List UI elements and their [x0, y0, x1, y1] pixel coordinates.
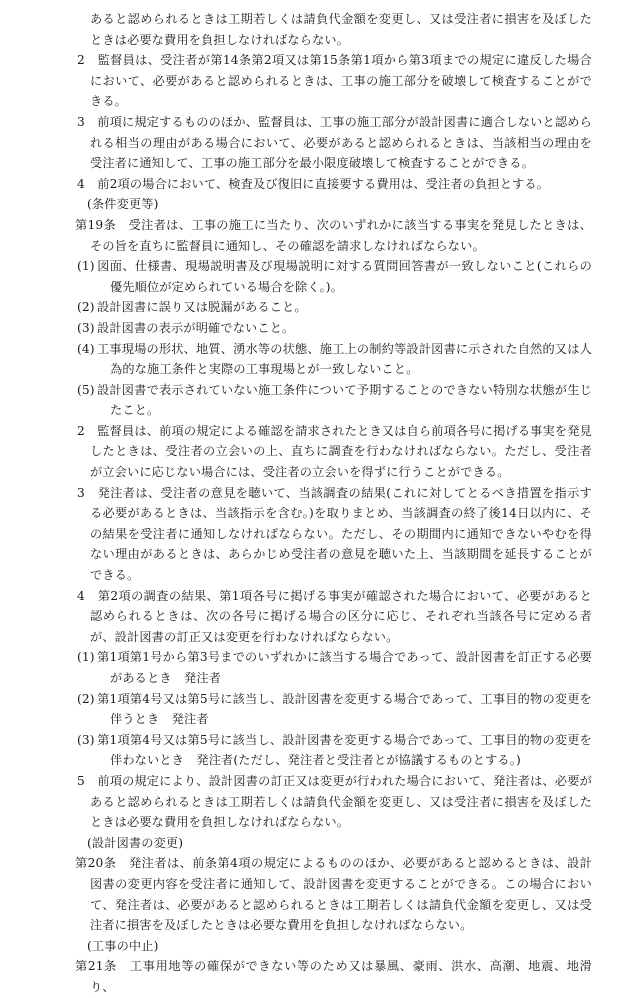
list-item [77, 689, 592, 730]
paragraph: 3 発注者は、受注者の意見を聴いて、当該調査の結果(これに対してとるべき措置を指示する必要があるときは、当該指示を含む。)を取りまとめ、当該調査の終了後14日以内に、その結果を受注者に通知しなければならない。ただし、その期間内に通知できないやむを得ない理由があるときは、あらかじめ受注者の意見を聴いた上、当該期間を延長することができる。 [77, 485, 592, 583]
paragraph: 5 前項の規定により、設計図書の訂正又は変更が行われた場合において、発注者は、必要があると認められるときは工期若しくは請負代金額を変更し、又は受注者に損害を及ぼしたときは必要な費用を負担しなければならない。 [77, 773, 592, 830]
paragraph: あると認められるときは工期若しくは請負代金額を変更し、又は受注者に損害を及ぼしたときは必要な費用を負担しなければならない。 [90, 12, 592, 47]
list-item [77, 380, 592, 421]
item-text: 第1項第4号又は第5号に該当し、設計図書を変更する場合であって、工事目的物の変更を伴わないとき 発注者(ただし、発注者と受注者とが協議するものとする。) [97, 732, 592, 768]
list-item [77, 647, 592, 688]
section-heading: (設計図書の変更) [87, 835, 184, 850]
item-text: 設計図書の表示が明確でないこと。 [97, 320, 295, 335]
item-number: (2) [77, 691, 95, 706]
paragraph: 2 監督員は、受注者が第14条第2項又は第15条第1項から第3項までの規定に違反した場合において、必要があると認められるときは、工事の施工部分を破壊して検査することができる。 [77, 53, 592, 109]
section-heading: (工事の中止) [87, 938, 159, 953]
article-paragraph: 第21条 工事用地等の確保ができない等のため又は暴風、豪雨、洪水、高潮、地震、地滑り、 [75, 959, 592, 994]
section-heading: (条件変更等) [87, 197, 159, 212]
paragraph: 4 前2項の場合において、検査及び復旧に直接要する費用は、受注者の負担とする。 [77, 176, 550, 191]
list-item [77, 256, 592, 297]
list-item [77, 339, 592, 380]
article-paragraph: 第19条 受注者は、工事の施工に当たり、次のいずれかに該当する事実を発見したときは、その旨を直ちに監督員に通知し、その確認を請求しなければならない。 [75, 217, 592, 253]
item-number: (1) [77, 650, 95, 665]
article-paragraph: 第20条 発注者は、前条第4項の規定によるもののほか、必要があると認めるときは、設計図書の変更内容を受注者に通知して、設計図書を変更することができる。この場合において、発注者は、必要があると認められるときは工期若しくは請負代金額を変更し、又は受注者に損害を及ぼしたときは必要な費用を負担しなければならない。 [75, 856, 592, 933]
item-number: (3) [77, 320, 95, 335]
paragraph: 3 前項に規定するもののほか、監督員は、工事の施工部分が設計図書に適合しないと認められる相当の理由がある場合において、必要があると認められるときは、当該相当の理由を受注者に通知して、工事の施工部分を最小限度破壊して検査することができる。 [77, 114, 592, 171]
item-number: (2) [77, 300, 95, 315]
item-text: 第1項第1号から第3号までのいずれかに該当する場合であって、設計図書を訂正する必要があるとき 発注者 [97, 650, 592, 685]
list-item [77, 730, 592, 771]
item-text: 設計図書で表示されていない施工条件について予期することのできない特別な状態が生じたこと。 [97, 382, 592, 418]
item-number: (5) [77, 382, 95, 397]
item-number: (4) [77, 341, 95, 356]
item-text: 図面、仕様書、現場説明書及び現場説明に対する質問回答書が一致しないこと(これらの優先順位が定められている場合を除く。)。 [97, 259, 592, 294]
paragraph: 2 監督員は、前項の規定による確認を請求されたとき又は自ら前項各号に掲げる事実を発見したときは、受注者の立会いの上、直ちに調査を行わなければならない。ただし、受注者が立会いに応じない場合には、受注者の立会いを得ずに行うことができる。 [77, 423, 592, 480]
item-number: (3) [77, 732, 95, 747]
item-text: 設計図書に誤り又は脱漏があること。 [97, 300, 307, 315]
list-item [77, 297, 592, 318]
list-item [77, 318, 592, 339]
item-number: (1) [77, 259, 95, 274]
item-text: 工事現場の形状、地質、湧水等の状態、施工上の制約等設計図書に示された自然的又は人為的な施工条件と実際の工事現場とが一致しないこと。 [97, 341, 592, 377]
item-text: 第1項第4号又は第5号に該当し、設計図書を変更する場合であって、工事目的物の変更を伴うとき 発注者 [97, 691, 592, 727]
paragraph: 4 第2項の調査の結果、第1項各号に掲げる事実が確認された場合において、必要があると認められるときは、次の各号に掲げる場合の区分に応じ、それぞれ当該各号に定める者が、設計図書の訂正又は変更を行わなければならない。 [77, 588, 592, 644]
